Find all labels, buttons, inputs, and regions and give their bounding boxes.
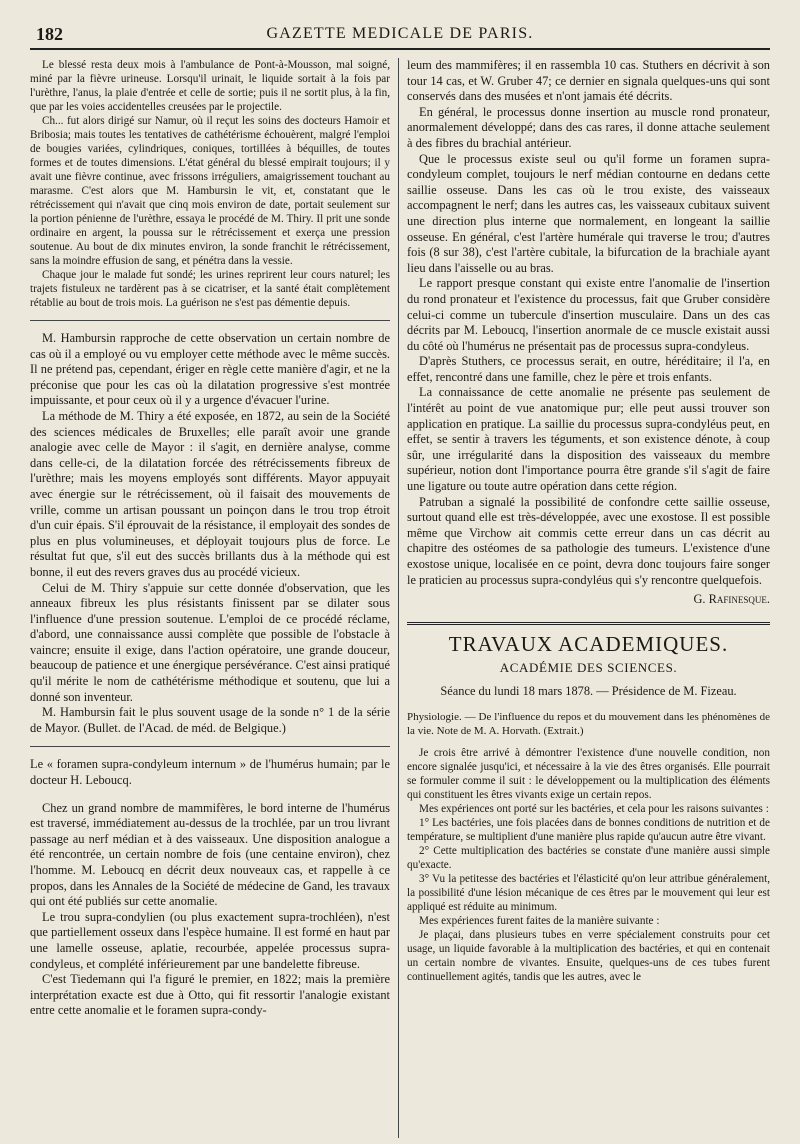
paragraph: Ch... fut alors dirigé sur Namur, où il reçut les soins des docteurs Hamoir et Bribosia; mais toutes les tentatives de cathétérisme échouèrent, malgré l'emploi de bougies variées, cylindriques, coniques, tortillées à béquilles, de toutes formes et de toutes dimensions. L'état général du blessé empirait toujours; il y avait une fièvre continue, avec frissons irréguliers, amaigrissement touchant au marasme. C'est alors que M. Hambursin le vit, et, constatant que le rétrécissement qui n'avait que cinq mois environ de date, portait seulement sur la portion pénienne de l'urèthre, essaya le procédé de M. Thiry. Il prit une sonde ordinaire en argent, la poussa sur le rétrécissement et exerça une pression soutenue. Au bout de dix minutes environ, la sonde franchit le rétrécissement, sans la moindre effusion de sang, et pénétra dans la vessie. (30, 115, 390, 267)
paragraph: 2° Cette multiplication des bactéries se constate d'une manière aussi simple qu'exacte. (407, 844, 770, 871)
paragraph: La méthode de M. Thiry a été exposée, en 1872, au sein de la Société des sciences médicales de Bruxelles; elle paraît avoir une grande analogie avec celle de Mayor : il s'agit, en dernière analyse, comme dans celle-ci, de la dilatation forcée des rétrécissements fibreux de l'urèthre; mais les moyens employés sont différents. Mayor appuyait avec énergie sur le rétrécissement, où il faisait des mouvements de vrille, comme un artisan poussant un poinçon dans le trou trop étroit d'un cuir épais. S'il éprouvait de la résistance, il employait des sondes de plus en plus volumineuses, et déployait toujours plus de force. Le résultat fut que, s'il eut des succès brillants dus à la méthode qui est bonne, il eut des revers graves dus au procédé vicieux. (30, 408, 390, 579)
paragraph: C'est Tiedemann qui l'a figuré le premier, en 1822; mais la première interprétation exacte est due à Otto, qui fit ressortir l'analogie existant entre cette anomalie et le foramen supra-condy- (30, 972, 390, 1018)
paragraph: Chez un grand nombre de mammifères, le bord interne de l'humérus est traversé, immédiatement au-dessus de la trochlée, par un trou livrant passage au nerf médian et à des vaisseaux. Une disposition analogue a été rencontrée, un certain nombre de fois (une centaine environ), chez l'homme. M. Leboucq en décrit deux nouveaux cas, et rappelle à ce propos, dans les Annales de la Société de médecine de Gand, les travaux qui ont été publiés sur cette anomalie. (30, 800, 390, 909)
paragraph: Patruban a signalé la possibilité de confondre cette saillie osseuse, surtout quand elle est très-développée, avec une exostose. Il est possible même que Virchow ait commis cette erreur dans un cas décrit au chapitre des ostéomes de sa pathologie des tumeurs. L'existence d'une exostose unique, localisée en ce point, devra donc toujours faire songer le praticien au processus supra-condyléus qui s'y rencontre quelquefois. (407, 494, 770, 587)
academie-heading: ACADÉMIE DES SCIENCES. (499, 660, 678, 676)
paragraph: 3° Vu la petitesse des bactéries et l'élasticité qu'on leur attribue généralement, la possibilité d'une lésion mécanique de ces êtres par le mouvement qui leur est appliqué est réduite au minimum. (407, 872, 770, 913)
physiology-heading: Physiologie. — De l'influence du repos et du mouvement dans les phénomènes de la vie. Note de M. A. Horvath. (Extrait.) (407, 710, 770, 737)
left-column (30, 58, 390, 1019)
paragraph: Mes expériences furent faites de la manière suivante : (419, 914, 660, 927)
right-column (407, 58, 770, 984)
paragraph: leum des mammifères; il en rassembla 10 cas. Stuthers en décrivit à son tour 14 cas, et W. Gruber 47; ce dernier en signala quelques-uns qui sont conservés dans des musées et n'ont jamais été décrits. (407, 58, 770, 104)
page-header (30, 24, 770, 46)
paragraph: La connaissance de cette anomalie ne présente pas seulement de l'intérêt au point de vue anatomique pur; elle peut aussi trouver son application en pratique. La saillie du processus supra-condyléus peut, en effet, se sentir à travers les téguments, et son existence dénote, à coup sûr, une irrégularité dans la disposition des vaisseaux du membre supérieur, notion dont l'importance pourra être grande s'il s'agit de faire une ligature ou toute autre opération dans cette région. (407, 385, 770, 494)
travaux-heading: TRAVAUX ACADEMIQUES. (448, 631, 729, 656)
journal-title: GAZETTE MEDICALE DE PARIS. (266, 25, 534, 42)
author-signature: G. Rafinesque. (693, 592, 770, 607)
paragraph: M. Hambursin rapproche de cette observation un certain nombre de cas où il a employé ou vu employer cette méthode avec le même succès. Il ne prétend pas, cependant, ériger en règle cette manière d'agir, et ne la préconise que pour les cas où la dilatation progressive s'est montrée impuissante, et pour ceux où il y a urgence d'évacuer l'urine. (30, 331, 390, 408)
header-rule (30, 48, 770, 50)
paragraph: Le trou supra-condylien (ou plus exactement supra-trochléen), n'est que partiellement osseux dans l'espèce humaine. Il est formé en haut par une lamelle osseuse, aplatie, recourbée, appelée processus supra-condyleus, et complété inférieurement par une bandelette fibreuse. (30, 909, 390, 971)
article-title: Le « foramen supra-condyleum internum » de l'humérus humain; par le docteur H. Leboucq. (30, 757, 390, 788)
section-double-rule (407, 622, 770, 625)
paragraph: M. Hambursin fait le plus souvent usage de la sonde n° 1 de la série de Mayor. (Bullet. de l'Acad. de méd. de Belgique.) (30, 705, 390, 735)
paragraph: Celui de M. Thiry s'appuie sur cette donnée d'observation, que les anneaux fibreux les plus résistants finissent par se dilater sous l'influence d'une pression soutenue. L'emploi de ce procédé réclame, d'abord, une connaissance aussi complète que possible de l'obstacle à vaincre; ensuite il exige, dans l'action opératoire, une grande douceur, beaucoup de patience et une énergique persévérance. C'est ainsi pratiqué qu'il mérite le nom de cathétérisme méthodique et soutenu, que lui a donné son inventeur. (30, 580, 390, 704)
paragraph: 1° Les bactéries, une fois placées dans de bonnes conditions de nutrition et de température, se multiplient d'une manière plus rapide qu'aucun autre être vivant. (407, 816, 770, 843)
section-divider (30, 320, 390, 321)
page-number: 182 (36, 24, 63, 44)
section-divider (30, 746, 390, 747)
paragraph: Le blessé resta deux mois à l'ambulance de Pont-à-Mousson, mal soigné, miné par la fièvre urineuse. Lorsqu'il urinait, le liquide sortait à la fois par l'urèthre, l'anus, la plaie d'entrée et celle de sortie; puis il ne sortit plus, à la fin, que par les voies accidentelles creusées par le projectile. (30, 59, 390, 113)
seance-line: Séance du lundi 18 mars 1878. — Présidence de M. Fizeau. (440, 683, 737, 698)
paragraph: Je crois être arrivé à démontrer l'existence d'une nouvelle condition, non encore signalée jusqu'ici, et nécessaire à la vie des êtres organisés. Elle pourrait se formuler comme il suit : le développement ou la multiplication des éléments qui constituent les êtres vivants exige un certain repos. (407, 746, 770, 801)
column-divider (398, 58, 399, 1138)
paragraph: D'après Stuthers, ce processus serait, en outre, héréditaire; il l'a, en effet, rencontré dans une famille, chez le père et trois enfants. (407, 354, 770, 384)
paragraph: Mes expériences ont porté sur les bactéries, et cela pour les raisons suivantes : (419, 802, 769, 815)
paragraph: En général, le processus donne insertion au muscle rond pronateur, anormalement développé; dans des cas rares, il donne attache seulement à des fibres du brachial antérieur. (407, 104, 770, 150)
paragraph: Je plaçai, dans plusieurs tubes en verre spécialement construits pour cet usage, un liquide favorable à la multiplication des bactéries, et qui en contenait un certain nombre de vivantes. Ensuite, quelques-uns de ces tubes furent continuellement agités, tandis que les autres, avec le (407, 928, 770, 983)
paragraph: Que le processus existe seul ou qu'il forme un foramen supra-condyleum complet, toujours le nerf médian contourne en dedans cette saillie osseuse. Dans les cas où le trou existe, des vaisseaux accompagnent le nerf; dans les autres cas, les vaisseaux cubitaux suivent une direction plus interne que normalement, en longeant la saillie osseuse. En général, c'est l'artère humérale qui traverse le trou; d'autres fois (8 sur 38), c'est l'artère cubitale, la bifurcation de la brachiale ayant lieu dans l'aisselle ou au bras. (407, 151, 770, 275)
paragraph: Chaque jour le malade fut sondé; les urines reprirent leur cours naturel; les trajets fistuleux ne tardèrent pas à se cicatriser, et la santé était complètement rétablie au bout de trois mois. La guérison ne s'est pas démentie depuis. (30, 269, 390, 309)
paragraph: Le rapport presque constant qui existe entre l'anomalie de l'insertion du rond pronateur et l'existence du processus, fait que Gruber considère celui-ci comme un tubercule d'insertion musculaire. Dans un des cas décrits par M. Leboucq, l'insertion anormale de ce muscle existait aussi du côté où l'humérus ne présentait pas de processus supra-condyleus. (407, 276, 770, 353)
